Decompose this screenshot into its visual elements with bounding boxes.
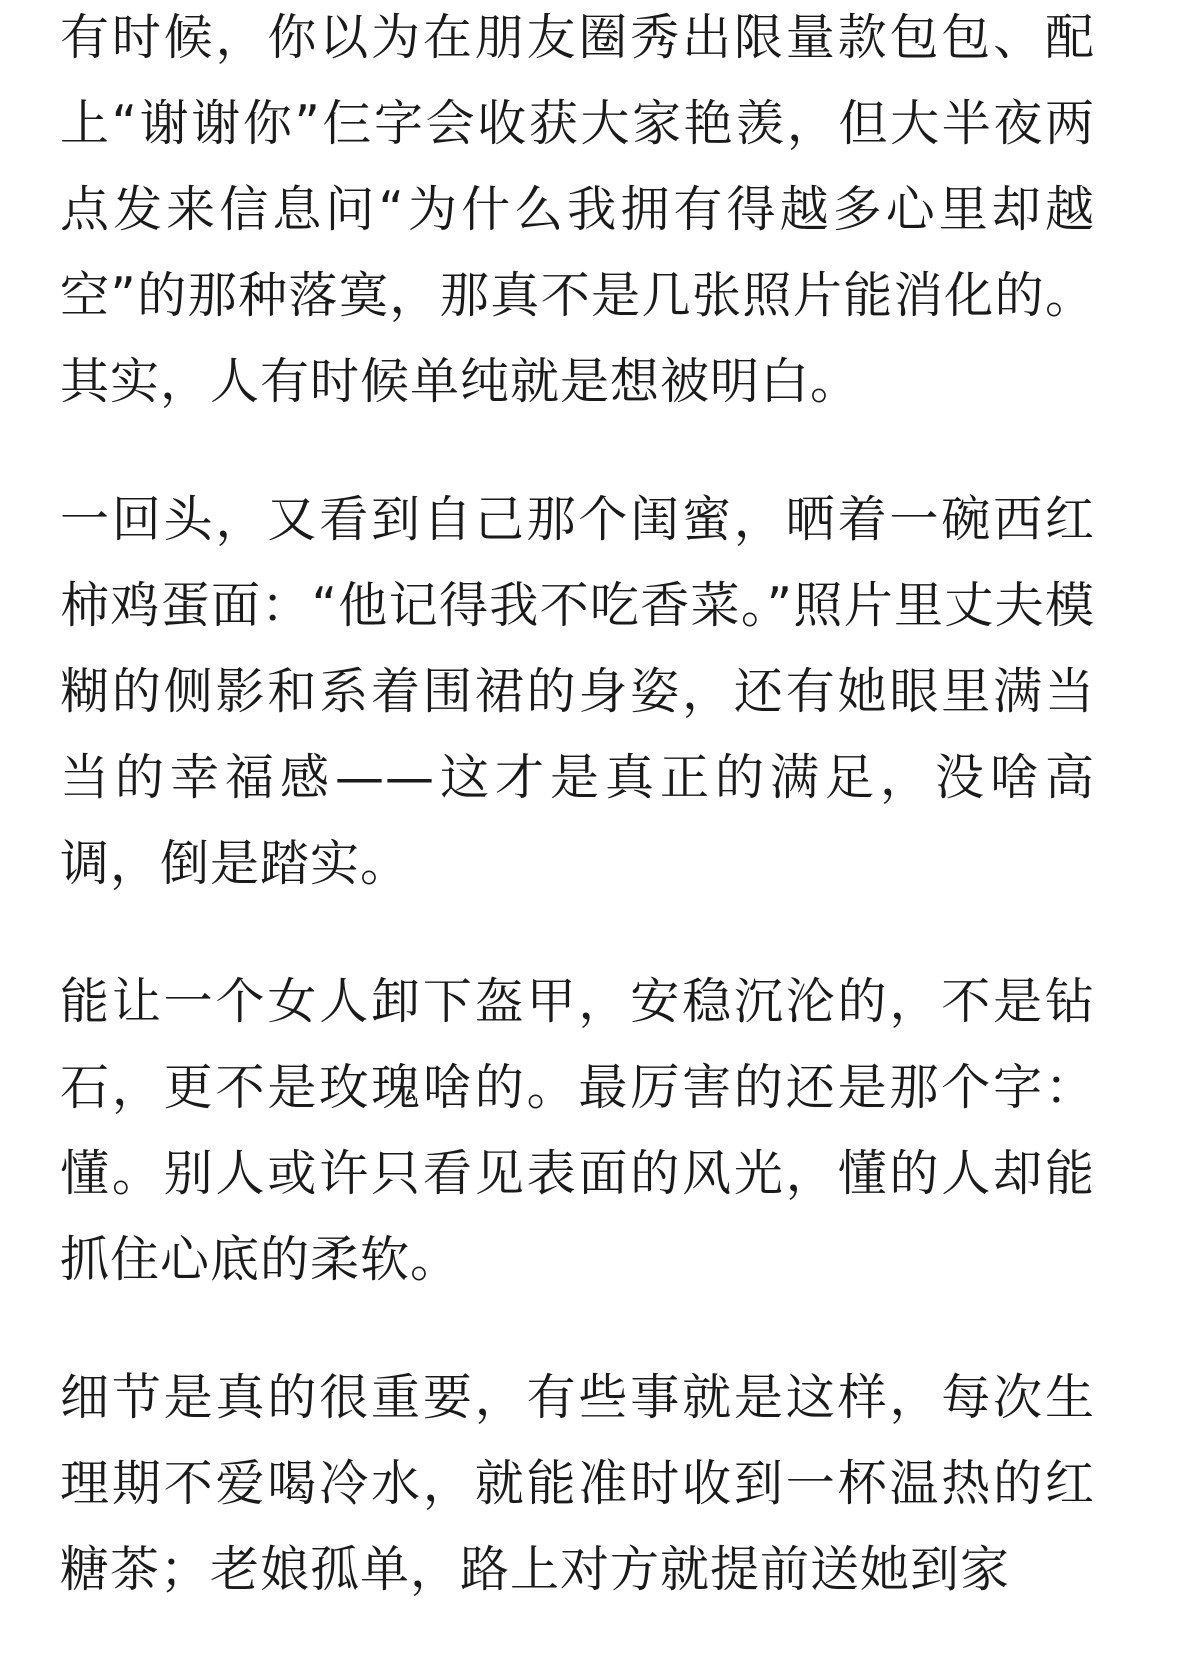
article-paragraph: 能让一个女人卸下盔甲，安稳沉沦的，不是钻石，更不是玫瑰啥的。最厉害的还是那个字：懂。别人或许只看见表面的风光，懂的人却能抓住心底的柔软。 <box>60 973 1095 1288</box>
article-paragraph: 细节是真的很重要，有些事就是这样，每次生理期不爱喝冷水，就能准时收到一杯温热的红糖茶；老娘孤单，路上对方就提前送她到家 <box>60 1369 1095 1598</box>
article-paragraph: 有时候，你以为在朋友圈秀出限量款包包、配上“谢谢你”仨字会收获大家艳羡，但大半夜两点发来信息问“为什么我拥有得越多心里却越空”的那种落寞，那真不是几张照片能消化的。其实，人有时候单纯就是想被明白。 <box>60 9 1095 410</box>
article-paragraph: 一回头，又看到自己那个闺蜜，晒着一碗西红柿鸡蛋面：“他记得我不吃香菜。”照片里丈夫模糊的侧影和系着围裙的身姿，还有她眼里满当当的幸福感——这才是真正的满足，没啥高调，倒是踏实。 <box>60 491 1095 892</box>
article-body <box>60 0 1095 1665</box>
